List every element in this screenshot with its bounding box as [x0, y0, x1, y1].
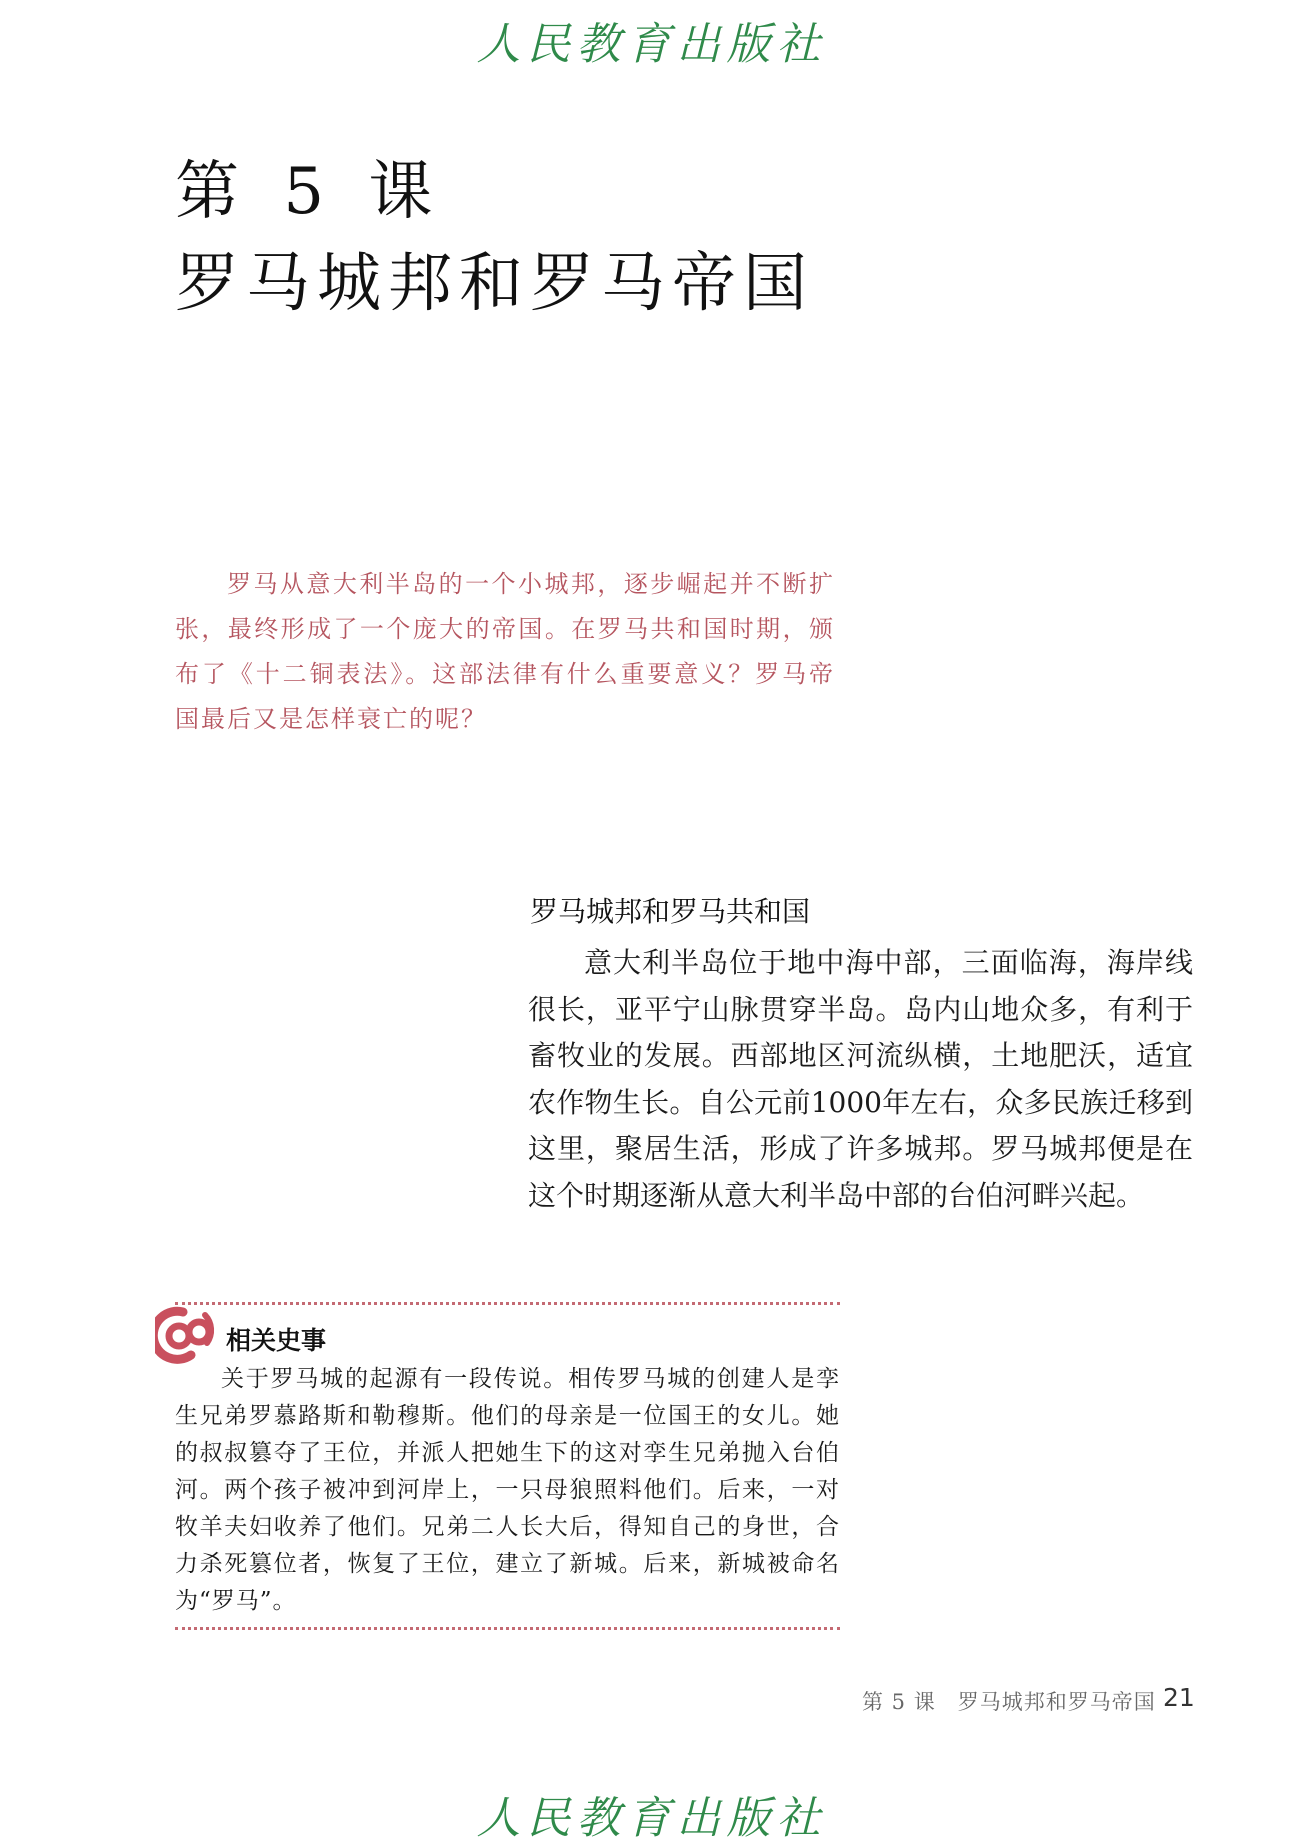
box-divider-top — [175, 1302, 840, 1305]
running-footer: 第 5 课 罗马城邦和罗马帝国 — [862, 1690, 1156, 1714]
publisher-logo-top: 人民教育出版社 — [476, 19, 827, 70]
lesson-title: 罗马城邦和罗马帝国 — [175, 247, 814, 321]
section-heading: 罗马城邦和罗马共和国 — [530, 895, 811, 928]
section-body: 意大利半岛位于地中海中部，三面临海，海岸线很长，亚平宁山脉贯穿半岛。岛内山地众多，有利于畜牧业的发展。西部地区河流纵横，土地肥沃，适宜农作物生长。自公元前1000年左右，众多民族迁移到这里，聚居生活，形成了许多城邦。罗马城邦便是在这个时期逐渐从意大利半岛中部的台伯河畔兴起。 — [528, 946, 1193, 1212]
related-history-label: 相关史事 — [226, 1326, 327, 1355]
lesson-number: 第 5 课 — [175, 155, 445, 229]
related-history-icon — [155, 1305, 221, 1367]
lesson-intro: 罗马从意大利半岛的一个小城邦，逐步崛起并不断扩张，最终形成了一个庞大的帝国。在罗马共和国时期，颁布了《十二铜表法》。这部法律有什么重要意义？罗马帝国最后又是怎样衰亡的呢？ — [175, 570, 835, 733]
page-number: 21 — [1163, 1683, 1195, 1712]
related-history-body: 关于罗马城的起源有一段传说。相传罗马城的创建人是孪生兄弟罗慕路斯和勒穆斯。他们的母亲是一位国王的女儿。她的叔叔篡夺了王位，并派人把她生下的这对孪生兄弟抛入台伯河。两个孩子被冲到河岸上，一只母狼照料他们。后来，一对牧羊夫妇收养了他们。兄弟二人长大后，得知自己的身世，合力杀死篡位者，恢复了王位，建立了新城。后来，新城被命名为“罗马”。 — [175, 1366, 840, 1614]
box-divider-bottom — [175, 1627, 840, 1630]
publisher-logo-bottom: 人民教育出版社 — [476, 1793, 827, 1844]
